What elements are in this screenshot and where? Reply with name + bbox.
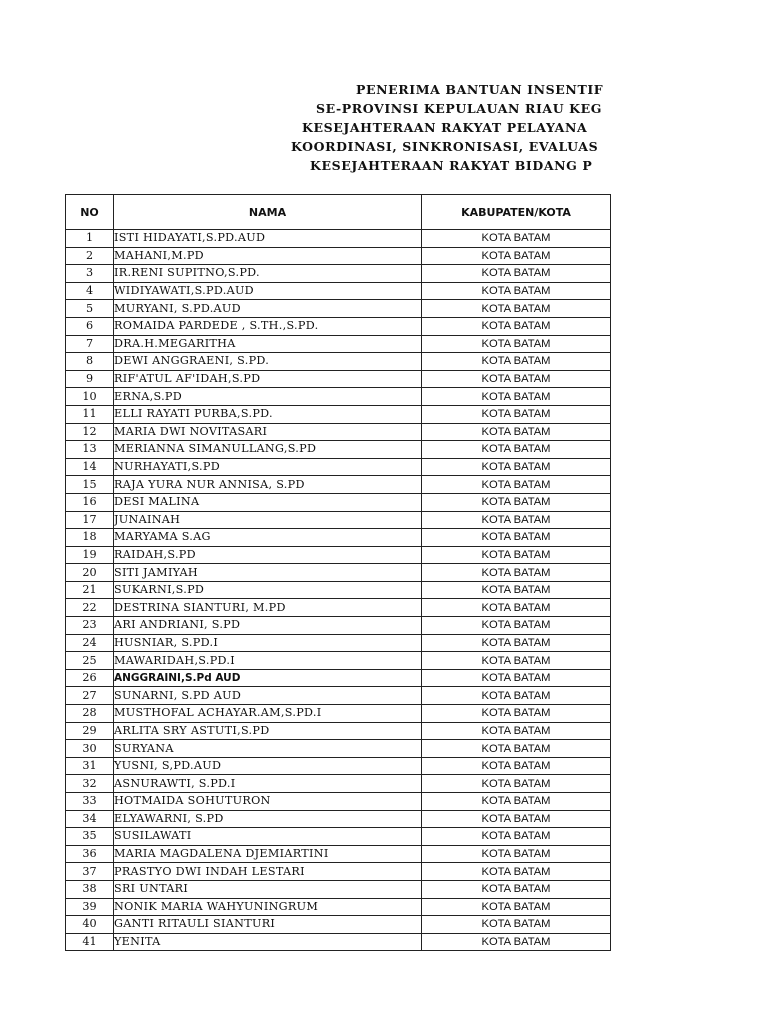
table-row	[66, 388, 611, 406]
document-title	[0, 82, 768, 182]
table-row	[66, 757, 611, 775]
row-name: ELLI RAYATI PURBA,S.PD.	[114, 405, 422, 423]
row-name: RAJA YURA NUR ANNISA, S.PD	[114, 476, 422, 494]
table-row	[66, 933, 611, 951]
row-name: DEWI ANGGRAENI, S.PD.	[114, 353, 422, 371]
row-name: SUSILAWATI	[114, 828, 422, 846]
table-row	[66, 863, 611, 881]
row-kabupaten: KOTA BATAM	[422, 265, 611, 283]
row-number: 20	[66, 564, 114, 582]
row-number: 17	[66, 511, 114, 529]
title-line-4: KOORDINASI, SINKRONISASI, EVALUAS	[291, 139, 599, 154]
row-name: MUSTHOFAL ACHAYAR.AM,S.PD.I	[114, 705, 422, 723]
row-name: SURYANA	[114, 740, 422, 758]
row-kabupaten: KOTA BATAM	[422, 775, 611, 793]
row-number: 8	[66, 353, 114, 371]
row-kabupaten: KOTA BATAM	[422, 546, 611, 564]
row-name: ARLITA SRY ASTUTI,S.PD	[114, 722, 422, 740]
table-row	[66, 669, 611, 687]
row-number: 27	[66, 687, 114, 705]
row-kabupaten: KOTA BATAM	[422, 353, 611, 371]
row-name: ELYAWARNI, S.PD	[114, 810, 422, 828]
table-row	[66, 423, 611, 441]
row-kabupaten: KOTA BATAM	[422, 476, 611, 494]
row-number: 23	[66, 617, 114, 635]
row-kabupaten: KOTA BATAM	[422, 705, 611, 723]
row-kabupaten: KOTA BATAM	[422, 793, 611, 811]
row-name: NURHAYATI,S.PD	[114, 458, 422, 476]
row-kabupaten: KOTA BATAM	[422, 863, 611, 881]
row-number: 32	[66, 775, 114, 793]
row-kabupaten: KOTA BATAM	[422, 599, 611, 617]
row-kabupaten: KOTA BATAM	[422, 617, 611, 635]
row-number: 21	[66, 581, 114, 599]
row-kabupaten: KOTA BATAM	[422, 370, 611, 388]
row-name: SUNARNI, S.PD AUD	[114, 687, 422, 705]
row-kabupaten: KOTA BATAM	[422, 634, 611, 652]
table-row	[66, 511, 611, 529]
row-name: JUNAINAH	[114, 511, 422, 529]
row-number: 19	[66, 546, 114, 564]
row-name: RIF'ATUL AF'IDAH,S.PD	[114, 370, 422, 388]
row-kabupaten: KOTA BATAM	[422, 669, 611, 687]
row-number: 28	[66, 705, 114, 723]
table-row	[66, 564, 611, 582]
row-number: 11	[66, 405, 114, 423]
row-name: YENITA	[114, 933, 422, 951]
row-name: HOTMAIDA SOHUTURON	[114, 793, 422, 811]
row-number: 12	[66, 423, 114, 441]
row-kabupaten: KOTA BATAM	[422, 529, 611, 547]
recipient-table	[65, 194, 611, 951]
title-line-5: KESEJAHTERAAN RAKYAT BIDANG P	[310, 158, 593, 173]
row-kabupaten: KOTA BATAM	[422, 300, 611, 318]
row-name: HUSNIAR, S.PD.I	[114, 634, 422, 652]
row-name: WIDIYAWATI,S.PD.AUD	[114, 282, 422, 300]
row-kabupaten: KOTA BATAM	[422, 423, 611, 441]
table-row	[66, 652, 611, 670]
row-name: YUSNI, S,PD.AUD	[114, 757, 422, 775]
row-number: 6	[66, 317, 114, 335]
row-number: 13	[66, 441, 114, 459]
row-kabupaten: KOTA BATAM	[422, 652, 611, 670]
row-kabupaten: KOTA BATAM	[422, 405, 611, 423]
row-number: 39	[66, 898, 114, 916]
table-row	[66, 880, 611, 898]
row-kabupaten: KOTA BATAM	[422, 564, 611, 582]
row-number: 41	[66, 933, 114, 951]
row-number: 30	[66, 740, 114, 758]
table-row	[66, 493, 611, 511]
table-header-row	[66, 195, 611, 230]
row-name: MAWARIDAH,S.PD.I	[114, 652, 422, 670]
row-kabupaten: KOTA BATAM	[422, 880, 611, 898]
table-row	[66, 599, 611, 617]
header-kabupaten: KABUPATEN/KOTA	[422, 195, 611, 230]
table-row	[66, 353, 611, 371]
row-number: 9	[66, 370, 114, 388]
row-name: ARI ANDRIANI, S.PD	[114, 617, 422, 635]
row-number: 3	[66, 265, 114, 283]
row-number: 4	[66, 282, 114, 300]
row-number: 24	[66, 634, 114, 652]
table-row	[66, 529, 611, 547]
table-row	[66, 265, 611, 283]
table-row	[66, 810, 611, 828]
row-number: 22	[66, 599, 114, 617]
row-name: MARYAMA S.AG	[114, 529, 422, 547]
row-kabupaten: KOTA BATAM	[422, 511, 611, 529]
row-number: 14	[66, 458, 114, 476]
row-kabupaten: KOTA BATAM	[422, 388, 611, 406]
row-name: ERNA,S.PD	[114, 388, 422, 406]
row-number: 34	[66, 810, 114, 828]
row-kabupaten: KOTA BATAM	[422, 933, 611, 951]
row-number: 18	[66, 529, 114, 547]
table-row	[66, 634, 611, 652]
row-kabupaten: KOTA BATAM	[422, 317, 611, 335]
row-kabupaten: KOTA BATAM	[422, 230, 611, 248]
row-kabupaten: KOTA BATAM	[422, 493, 611, 511]
row-name: DRA.H.MEGARITHA	[114, 335, 422, 353]
row-number: 10	[66, 388, 114, 406]
row-name: IR.RENI SUPITNO,S.PD.	[114, 265, 422, 283]
table-row	[66, 793, 611, 811]
row-name: MURYANI, S.PD.AUD	[114, 300, 422, 318]
row-name: PRASTYO DWI INDAH LESTARI	[114, 863, 422, 881]
table-row	[66, 687, 611, 705]
row-name: RAIDAH,S.PD	[114, 546, 422, 564]
table-row	[66, 581, 611, 599]
row-number: 35	[66, 828, 114, 846]
row-kabupaten: KOTA BATAM	[422, 441, 611, 459]
header-nama: NAMA	[114, 195, 422, 230]
table-row	[66, 441, 611, 459]
row-kabupaten: KOTA BATAM	[422, 335, 611, 353]
row-name: SITI JAMIYAH	[114, 564, 422, 582]
table-row	[66, 335, 611, 353]
row-kabupaten: KOTA BATAM	[422, 722, 611, 740]
row-kabupaten: KOTA BATAM	[422, 458, 611, 476]
row-name: NONIK MARIA WAHYUNINGRUM	[114, 898, 422, 916]
row-name: ASNURAWTI, S.PD.I	[114, 775, 422, 793]
row-kabupaten: KOTA BATAM	[422, 740, 611, 758]
title-line-2: SE-PROVINSI KEPULAUAN RIAU KEG	[316, 101, 603, 116]
row-number: 7	[66, 335, 114, 353]
row-number: 16	[66, 493, 114, 511]
row-name: ANGGRAINI,S.Pd AUD	[114, 669, 422, 687]
row-kabupaten: KOTA BATAM	[422, 581, 611, 599]
table-row	[66, 247, 611, 265]
table-row	[66, 405, 611, 423]
row-number: 2	[66, 247, 114, 265]
row-number: 33	[66, 793, 114, 811]
table-row	[66, 370, 611, 388]
row-name: ISTI HIDAYATI,S.PD.AUD	[114, 230, 422, 248]
row-kabupaten: KOTA BATAM	[422, 757, 611, 775]
row-number: 1	[66, 230, 114, 248]
row-number: 31	[66, 757, 114, 775]
row-number: 40	[66, 916, 114, 934]
title-line-1: PENERIMA BANTUAN INSENTIF	[356, 82, 604, 97]
row-kabupaten: KOTA BATAM	[422, 282, 611, 300]
table-row	[66, 740, 611, 758]
row-kabupaten: KOTA BATAM	[422, 810, 611, 828]
row-number: 5	[66, 300, 114, 318]
table-row	[66, 458, 611, 476]
row-name: DESTRINA SIANTURI, M.PD	[114, 599, 422, 617]
row-name: MARIA DWI NOVITASARI	[114, 423, 422, 441]
table-row	[66, 476, 611, 494]
header-no: NO	[66, 195, 114, 230]
table-row	[66, 845, 611, 863]
row-kabupaten: KOTA BATAM	[422, 898, 611, 916]
row-kabupaten: KOTA BATAM	[422, 247, 611, 265]
row-name: MAHANI,M.PD	[114, 247, 422, 265]
row-name: DESI MALINA	[114, 493, 422, 511]
table-row	[66, 230, 611, 248]
row-number: 37	[66, 863, 114, 881]
row-number: 29	[66, 722, 114, 740]
table-row	[66, 282, 611, 300]
table-row	[66, 300, 611, 318]
row-number: 15	[66, 476, 114, 494]
row-name: GANTI RITAULI SIANTURI	[114, 916, 422, 934]
row-name: MARIA MAGDALENA DJEMIARTINI	[114, 845, 422, 863]
table-row	[66, 722, 611, 740]
table-row	[66, 775, 611, 793]
row-number: 36	[66, 845, 114, 863]
table-row	[66, 898, 611, 916]
table-row	[66, 317, 611, 335]
table-row	[66, 705, 611, 723]
row-kabupaten: KOTA BATAM	[422, 845, 611, 863]
table-row	[66, 546, 611, 564]
title-line-3: KESEJAHTERAAN RAKYAT PELAYANA	[302, 120, 588, 135]
row-number: 38	[66, 880, 114, 898]
row-number: 26	[66, 669, 114, 687]
table-body	[66, 230, 611, 951]
table-row	[66, 617, 611, 635]
row-name: ROMAIDA PARDEDE , S.TH.,S.PD.	[114, 317, 422, 335]
row-name: MERIANNA SIMANULLANG,S.PD	[114, 441, 422, 459]
row-kabupaten: KOTA BATAM	[422, 687, 611, 705]
row-name: SUKARNI,S.PD	[114, 581, 422, 599]
row-number: 25	[66, 652, 114, 670]
table-row	[66, 916, 611, 934]
row-name: SRI UNTARI	[114, 880, 422, 898]
table-row	[66, 828, 611, 846]
row-kabupaten: KOTA BATAM	[422, 828, 611, 846]
row-kabupaten: KOTA BATAM	[422, 916, 611, 934]
